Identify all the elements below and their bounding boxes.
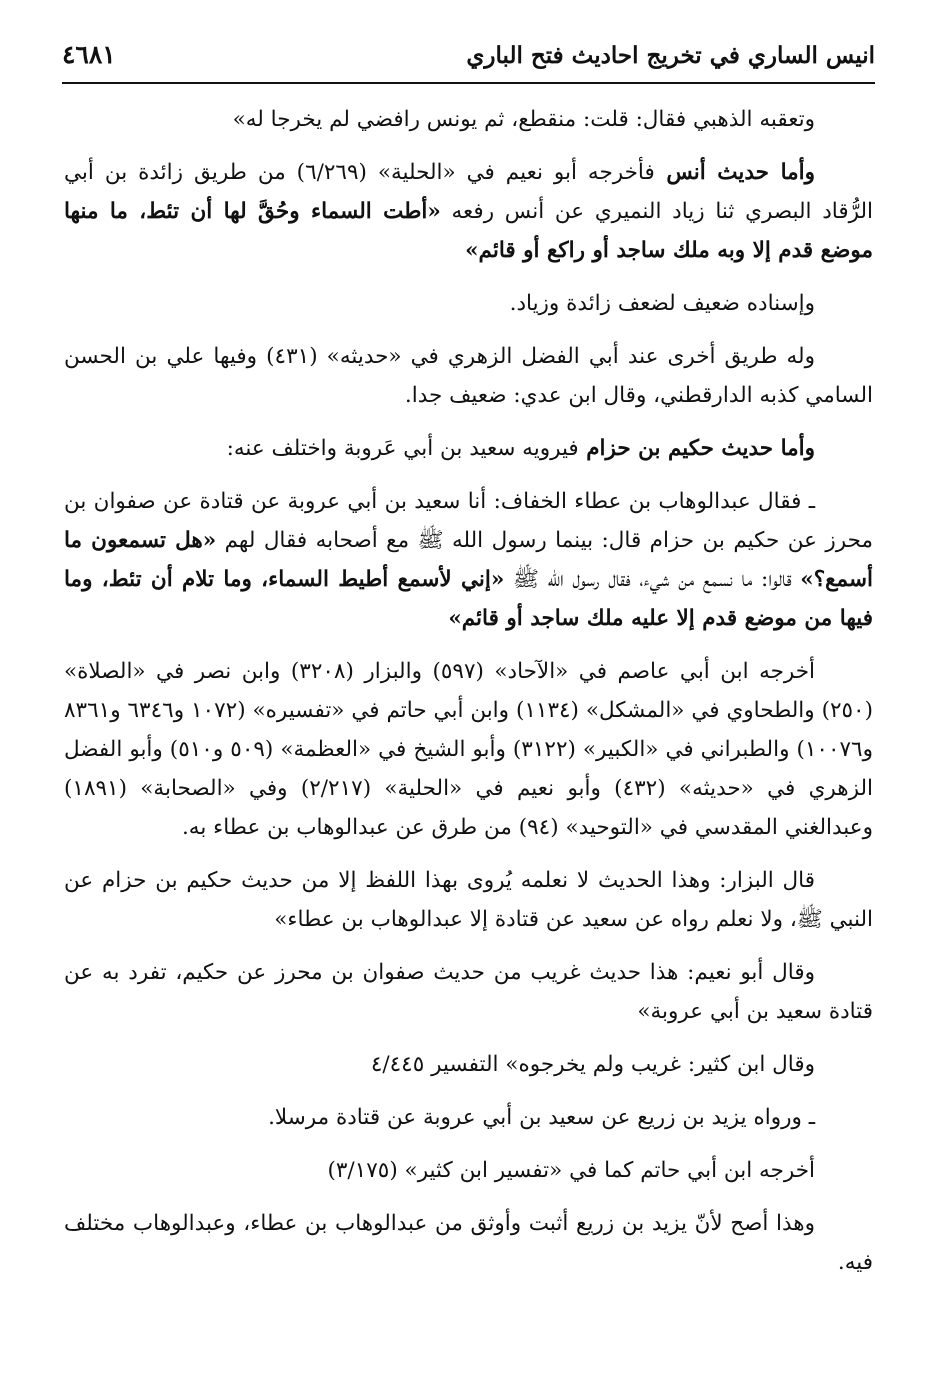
paragraph: أخرجه ابن أبي حاتم كما في «تفسير ابن كثير» (٣/١٧٥) <box>327 1158 815 1183</box>
page-body <box>64 100 873 1296</box>
paragraph: وقال أبو نعيم: هذا حديث غريب من حديث صفوان بن محرز عن حكيم، تفرد به عن قتادة سعيد بن أبي عروبة» <box>64 960 873 1024</box>
paragraph: أخرجه ابن أبي عاصم في «الآحاد» (٥٩٧) والبزار (٣٢٠٨) وابن نصر في «الصلاة» (٢٥٠) والطحاوي في «المشكل» (١١٣٤) وابن أبي حاتم في «تفسيره» (١٠٧٢ و٦٣٤٦ و٨٣٦١ و١٠٠٧٦) والطبراني في «الكبير» (٣١٢٢) وأبو الشيخ في «العظمة» (٥٠٩ و٥١٠) وأبو الفضل الزهري في «حديثه» (٤٣٢) وأبو نعيم في «الحلية» (٢/٢١٧) وفي «الصحابة» (١٨٩١) وعبدالغني المقدسي في «التوحيد» (٩٤) من طرق عن عبدالوهاب بن عطاء به. <box>64 659 873 840</box>
paragraph: وأما حديث أنس فأخرجه أبو نعيم في «الحلية» (٦/٢٦٩) من طريق زائدة بن أبي الرُّقاد البصري ثنا زياد النميري عن أنس رفعه «أطت السماء وحُقَّ لها أن تئط، ما منها موضع قدم إلا وبه ملك ساجد أو راكع أو قائم» <box>64 160 873 263</box>
running-header <box>62 38 875 84</box>
paragraph: ـ ورواه يزيد بن زريع عن سعيد بن أبي عروبة عن قتادة مرسلا. <box>268 1105 815 1130</box>
paragraph: وإسناده ضعيف لضعف زائدة وزياد. <box>509 291 815 316</box>
paragraph: قال البزار: وهذا الحديث لا نعلمه يُروى بهذا اللفظ إلا من حديث حكيم بن حزام عن النبي ﷺ، ولا نعلم رواه عن سعيد عن قتادة إلا عبدالوهاب بن عطاء» <box>64 868 873 932</box>
paragraph: وقال ابن كثير: غريب ولم يخرجوه» التفسير ٤/٤٤٥ <box>370 1052 815 1077</box>
paragraph: وله طريق أخرى عند أبي الفضل الزهري في «حديثه» (٤٣١) وفيها علي بن الحسن السامي كذبه الدارقطني، وقال ابن عدي: ضعيف جدا. <box>64 344 873 408</box>
paragraph: ـ فقال عبدالوهاب بن عطاء الخفاف: أنا سعيد بن أبي عروبة عن قتادة عن صفوان بن محرز عن حكيم بن حزام قال: بينما رسول الله ﷺ مع أصحابه فقال لهم «هل تسمعون ما أسمع؟» قالوا: ما نسمع من شيء، فقال رسول الله ﷺ «إني لأسمع أطيط السماء، وما تلام أن تئط، وما فيها من موضع قدم إلا عليه ملك ساجد أو قائم» <box>64 489 873 631</box>
paragraph: وأما حديث حكيم بن حزام فيرويه سعيد بن أبي عَروبة واختلف عنه: <box>226 436 815 461</box>
paragraph: وهذا أصح لأنّ يزيد بن زريع أثبت وأوثق من عبدالوهاب بن عطاء، وعبدالوهاب مختلف فيه. <box>64 1211 873 1275</box>
paragraph: وتعقبه الذهبي فقال: قلت: منقطع، ثم يونس رافضي لم يخرجا له» <box>232 107 815 132</box>
running-title: انيس الساري في تخريج احاديث فتح الباري <box>466 42 875 69</box>
page-number: ٤٦٨١ <box>62 40 116 69</box>
